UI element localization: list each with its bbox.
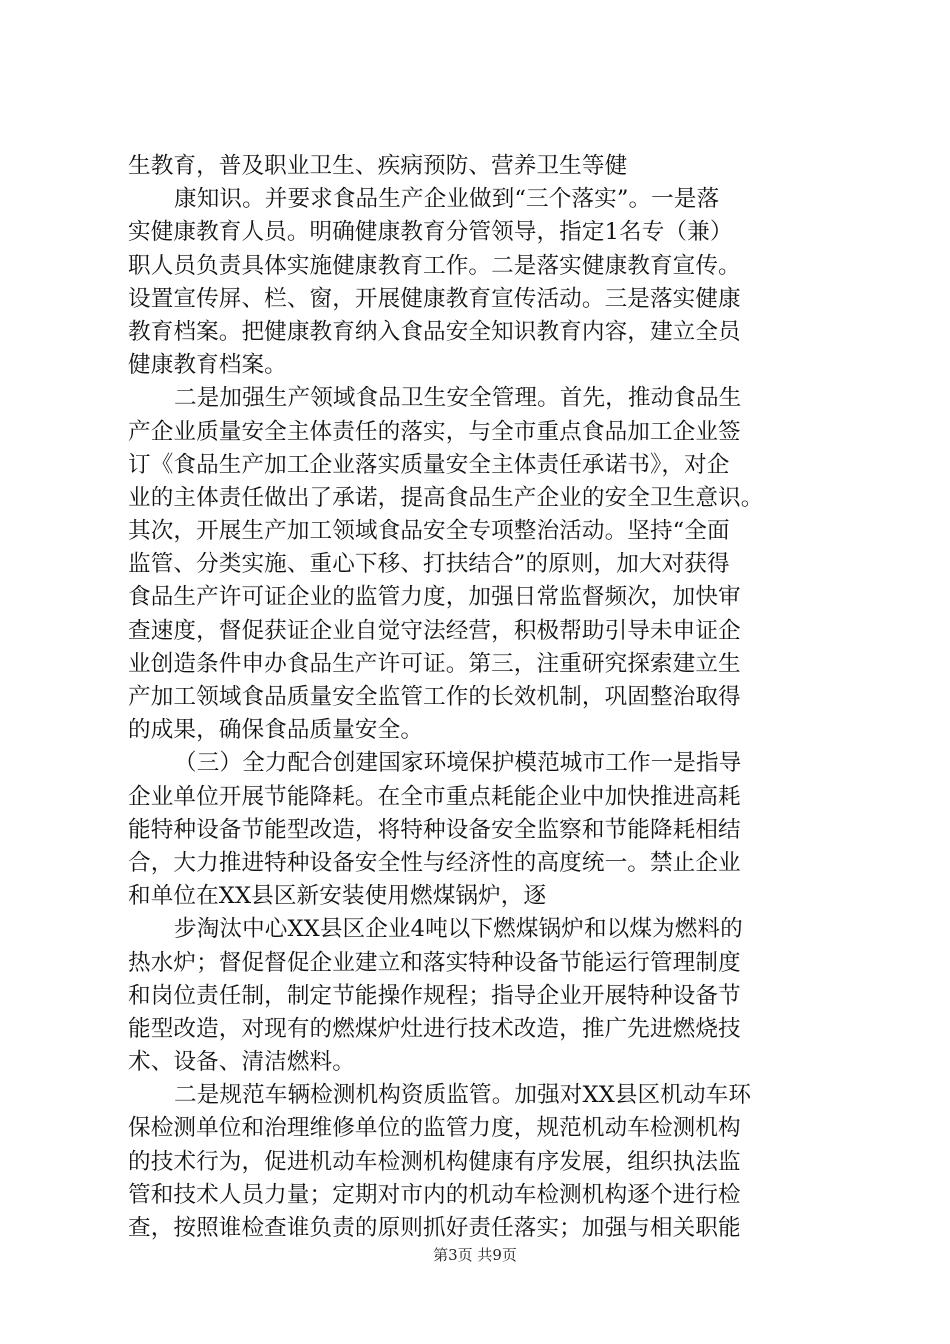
text-line-1: 生教育，普及职业卫生、疾病预防、营养卫生等健 [128,153,628,179]
text-line-12: 其次，开展生产加工领域食品安全专项整治活动。坚持“全面 [128,518,730,545]
text-line-4: 职人员负责具体实施健康教育工作。二是落实健康教育宣传。 [128,252,741,279]
text-line-17: 产加工领域食品质量安全监管工作的长效机制，巩固整治取得 [128,684,741,710]
text-line-13: 监管、分类实施、重心下移、打扶结合”的原则，加大对获得 [128,551,730,578]
text-line-14: 食品生产许可证企业的监管力度，加强日常监督频次，加快审 [128,584,741,611]
text-line-20: 企业单位开展节能降耗。在全市重点耗能企业中加快推进高耗 [128,783,741,810]
text-line-15: 查速度，督促获证企业自觉守法经营，积极帮助引导未申证企 [128,617,741,644]
text-line-30: 保检测单位和治理维修单位的监管力度，规范机动车检测机构 [128,1115,741,1142]
text-line-33: 查，按照谁检查谁负责的原则抓好责任落实；加强与相关职能 [128,1215,741,1241]
text-line-6: 教育档案。把健康教育纳入食品安全知识教育内容，建立全员 [128,318,741,345]
text-line-22: 合，大力推进特种设备安全性与经济性的高度统一。禁止企业 [128,849,741,876]
text-line-32: 管和技术人员力量；定期对市内的机动车检测机构逐个进行检 [128,1181,741,1208]
text-line-11: 业的主体责任做出了承诺，提高食品生产企业的安全卫生意识。 [128,484,764,511]
text-line-16: 业创造条件申办食品生产许可证。第三，注重研究探索建立生 [128,650,741,677]
text-line-18: 的成果，确保食品质量安全。 [128,717,424,744]
text-line-2: 康知识。并要求食品生产企业做到“三个落实”。一是落 [174,186,720,213]
text-line-5: 设置宣传屏、栏、窗，开展健康教育宣传活动。三是落实健康 [128,285,741,312]
document-body [128,150,838,1245]
page-footer: 第3页 共9页 [433,1246,517,1264]
text-line-27: 能型改造，对现有的燃煤炉灶进行技术改造，推广先进燃烧技 [128,1015,741,1042]
text-line-10: 订《食品生产加工企业落实质量安全主体责任承诺书》，对企 [128,451,730,478]
text-line-29: 二是规范车辆检测机构资质监管。加强对XX县区机动车环 [174,1082,752,1109]
text-line-23: 和单位在XX县区新安装使用燃煤锅炉，逐 [128,883,547,910]
text-line-8: 二是加强生产领域食品卫生安全管理。首先，推动食品生 [174,385,742,412]
text-line-28: 术、设备、清洁燃料。 [128,1049,355,1076]
text-line-31: 的技术行为，促进机动车检测机构健康有序发展，组织执法监 [128,1148,741,1175]
text-line-21: 能特种设备节能型改造，将特种设备安全监察和节能降耗相结 [128,816,741,843]
text-line-24: 步淘汰中心XX县区企业4吨以下燃煤锅炉和以煤为燃料的 [174,916,743,943]
text-line-25: 热水炉；督促督促企业建立和落实特种设备节能运行管理制度 [128,949,741,976]
text-line-7: 健康教育档案。 [128,352,287,379]
text-line-26: 和岗位责任制，制定节能操作规程；指导企业开展特种设备节 [128,982,741,1009]
text-line-9: 产企业质量安全主体责任的落实，与全市重点食品加工企业签 [128,418,741,445]
text-line-3: 实健康教育人员。明确健康教育分管领导，指定1名专（兼） [128,219,733,246]
text-line-19: （三）全力配合创建国家环境保护模范城市工作一是指导 [174,750,742,777]
